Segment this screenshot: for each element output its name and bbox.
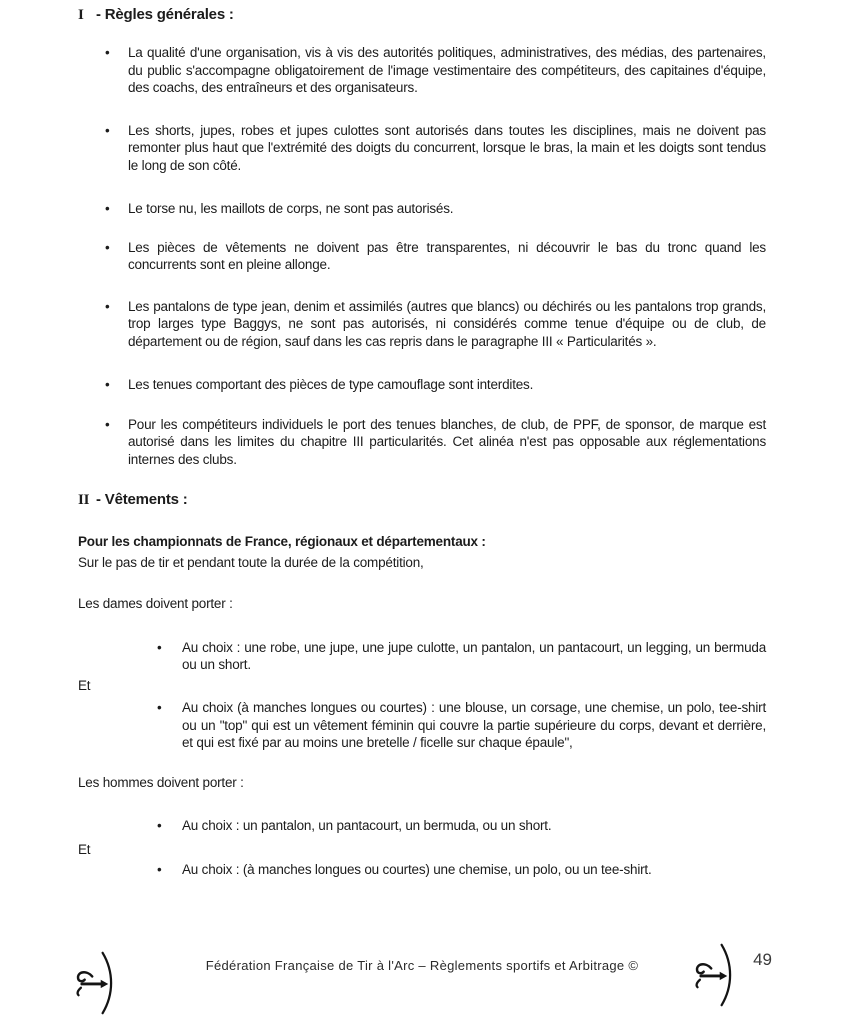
hommes-intro: Les hommes doivent porter : (78, 774, 244, 790)
bullet-icon: • (157, 639, 162, 655)
section-2-heading (78, 491, 766, 509)
footer-title: Fédération Française de Tir à l'Arc – Règlements sportifs et Arbitrage © (205, 958, 639, 973)
bullet-icon: • (157, 818, 162, 833)
list-item (78, 239, 766, 274)
list-item (78, 44, 766, 97)
ffta-archer-logo-icon (691, 942, 739, 1008)
list-item (78, 298, 766, 351)
list-item (78, 817, 766, 835)
championships-subheading: Pour les championnats de France, régionaux et départementaux : (78, 534, 486, 549)
bullet-text: Les tenues comportant des pièces de type camouflage sont interdites. (128, 377, 534, 392)
section-1-title: - Règles générales : (96, 6, 234, 23)
section-2-numeral: II (78, 492, 90, 508)
bullet-text: Les shorts, jupes, robes et jupes culottes sont autorisés dans toutes les disciplines, mais ne doivent pas remonter plus haut que l'extrémité des doigts du concurrent, lorsque le bras, la main et les doigts sont tendus le long de son côté. (128, 122, 766, 173)
bullet-icon: • (157, 862, 162, 877)
bullet-icon: • (105, 377, 110, 392)
section-1-numeral: I (78, 7, 84, 23)
bullet-text: Au choix : (à manches longues ou courtes) une chemise, un polo, ou un tee-shirt. (182, 862, 652, 877)
list-item (78, 416, 766, 469)
bullet-text: Au choix (à manches longues ou courtes) : une blouse, un corsage, une chemise, un polo, tee-shirt ou un "top" qui est un vêtement féminin qui couvre la partie supérieure du corps, devant et derrière, et qui est fixé par au moins une bretelle / ficelle sur chaque épaule", (182, 700, 766, 750)
et-connector: Et (78, 677, 91, 693)
list-item (78, 376, 766, 394)
dames-intro: Les dames doivent porter : (78, 596, 233, 611)
ffta-archer-logo-icon (72, 950, 120, 1016)
bullet-text: Les pantalons de type jean, denim et assimilés (autres que blancs) ou déchirés ou les pantalons trop grands, trop larges type Baggys, ne sont pas autorisés, ni considérés comme tenue d'équipe ou de club, de département ou de région, sauf dans les cas repris dans le paragraphe III « Particularités ». (128, 298, 766, 349)
bullet-text: La qualité d'une organisation, vis à vis des autorités politiques, administratives, des médias, des partenaires, du public s'accompagne obligatoirement de l'image vestimentaire des compétiteurs, des capitaines d'équipe, des coachs, des entraîneurs et des organisateurs. (128, 45, 766, 95)
et-connector: Et (78, 841, 91, 857)
page-content (78, 6, 766, 879)
bullet-icon: • (105, 298, 110, 314)
section-2-title: - Vêtements : (96, 491, 188, 508)
bullet-icon: • (105, 416, 110, 432)
bullet-text: Au choix : une robe, une jupe, une jupe culotte, un pantalon, un pantacourt, un legging, un bermuda ou un short. (182, 639, 766, 672)
section-1-heading (78, 6, 766, 24)
list-item (78, 200, 766, 218)
list-item (78, 699, 766, 752)
bullet-icon: • (105, 239, 110, 255)
bullet-text: Les pièces de vêtements ne doivent pas être transparentes, ni découvrir le bas du tronc quand les concurrents sont en pleine allonge. (128, 239, 766, 272)
list-item (78, 639, 766, 674)
bullet-text: Au choix : un pantalon, un pantacourt, un bermuda, ou un short. (182, 818, 552, 833)
bullet-icon: • (105, 201, 110, 216)
list-item (78, 861, 766, 879)
bullet-text: Le torse nu, les maillots de corps, ne sont pas autorisés. (128, 201, 454, 216)
page-number: 49 (753, 950, 772, 969)
list-item (78, 122, 766, 175)
bullet-icon: • (105, 122, 110, 138)
bullet-icon: • (157, 700, 162, 715)
bullet-text: Pour les compétiteurs individuels le port des tenues blanches, de club, de PPF, de sponsor, de marque est autorisé dans les limites du chapitre III particularités. Cet alinéa n'est pas opposable aux réglementations internes des clubs. (128, 416, 766, 467)
shooting-line-note: Sur le pas de tir et pendant toute la durée de la compétition, (78, 554, 424, 570)
bullet-icon: • (105, 45, 110, 60)
